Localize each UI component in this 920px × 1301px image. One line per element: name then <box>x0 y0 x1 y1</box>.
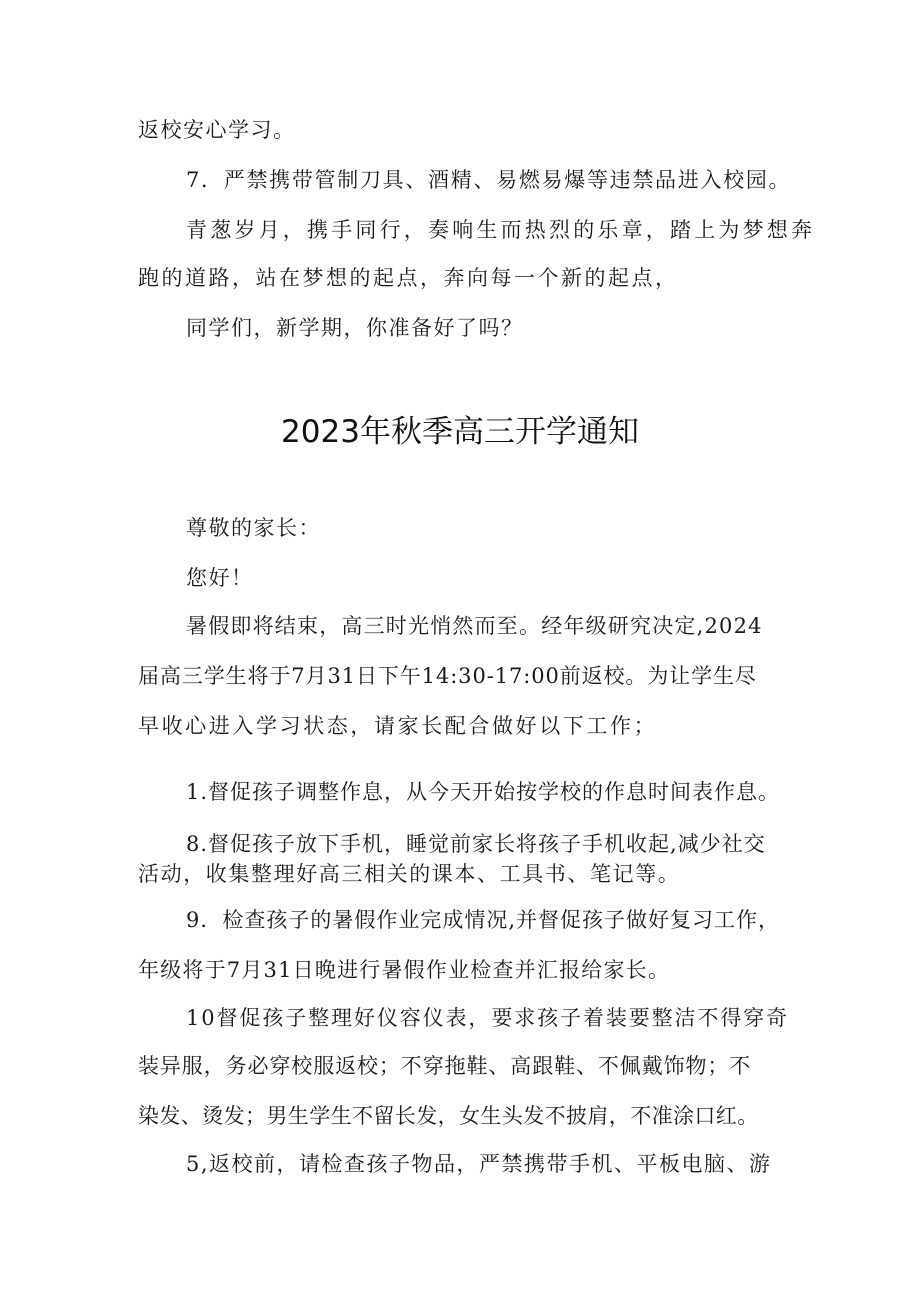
salutation: 尊敬的家长： <box>186 516 321 540</box>
list-item-5: 5,返校前，请检查孩子物品，严禁携带手机、平板电脑、游 <box>186 1152 772 1176</box>
paragraph-line: 返校安心学习。 <box>138 118 296 142</box>
closing-paragraph-line: 跑的道路，站在梦想的起点，奔向每一个新的起点， <box>138 266 679 290</box>
intro-paragraph-line: 届高三学生将于7月31日下午14:30-17:00前返校。为让学生尽 <box>138 664 757 688</box>
closing-paragraph-line: 青葱岁月，携手同行，奏响生而热烈的乐章，踏上为梦想奔 <box>186 218 816 242</box>
list-item-9: 9．检查孩子的暑假作业完成情况,并督促孩子做好复习工作， <box>186 908 781 932</box>
list-item-10: 10督促孩子整理好仪容仪表，要求孩子着装要整洁不得穿奇 <box>186 1006 790 1030</box>
intro-paragraph-line: 早收心进入学习状态，请家长配合做好以下工作； <box>138 714 658 738</box>
notice-title: 2023年秋季高三开学通知 <box>281 414 639 450</box>
closing-question: 同学们，新学期，你准备好了吗？ <box>186 316 524 340</box>
greeting: 您好！ <box>186 566 254 590</box>
list-item-1: 1.督促孩子调整作息，从今天开始按学校的作息时间表作息。 <box>186 780 781 804</box>
list-item-10-continued: 装异服，务必穿校服返校；不穿拖鞋、高跟鞋、不佩戴饰物；不 <box>138 1054 752 1078</box>
list-item-10-continued: 染发、烫发；男生学生不留长发，女生头发不披肩，不准涂口红。 <box>138 1104 759 1128</box>
rule-item-7: 7．严禁携带管制刀具、酒精、易燃易爆等违禁品进入校园。 <box>186 168 792 192</box>
intro-paragraph-line: 暑假即将结束，高三时光悄然而至。经年级研究决定,2024 <box>186 614 763 638</box>
list-item-9-continued: 年级将于7月31日晚进行暑假作业检查并汇报给家长。 <box>138 958 671 982</box>
list-item-8: 8.督促孩子放下手机，睡觉前家长将孩子手机收起,减少社交 <box>186 832 766 856</box>
list-item-8-continued: 活动，收集整理好高三相关的课本、工具书、笔记等。 <box>138 862 681 886</box>
